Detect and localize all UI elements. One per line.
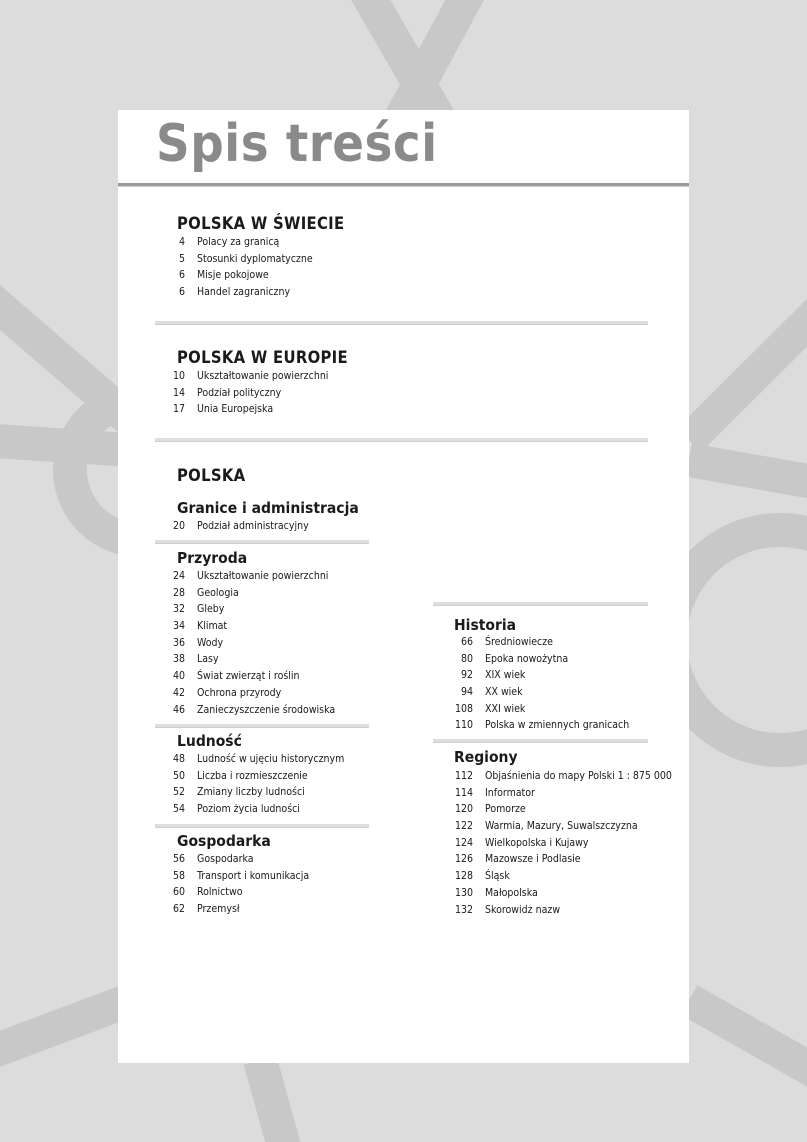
toc-entry[interactable] xyxy=(431,701,629,718)
toc-list-population xyxy=(155,751,344,818)
toc-entry[interactable] xyxy=(155,851,309,868)
toc-entry-label: Ochrona przyrody xyxy=(197,686,282,699)
toc-page-number: 128 xyxy=(454,870,473,883)
toc-entry-label: Zanieczyszczenie środowiska xyxy=(197,703,336,716)
toc-page-number: 132 xyxy=(454,903,473,916)
group-heading-regions: Regiony xyxy=(454,748,518,766)
toc-entry[interactable] xyxy=(431,785,672,802)
toc-entry[interactable] xyxy=(155,685,335,702)
toc-page-number: 52 xyxy=(172,786,185,799)
toc-entry[interactable] xyxy=(431,667,629,684)
toc-entry[interactable] xyxy=(431,651,629,668)
toc-page-number: 38 xyxy=(172,653,185,666)
toc-entry[interactable] xyxy=(155,585,335,602)
toc-page-number: 24 xyxy=(172,570,185,582)
toc-page-number: 20 xyxy=(172,520,185,532)
group-divider xyxy=(155,724,369,728)
toc-entry[interactable] xyxy=(155,751,344,768)
toc-entry-label: Polska w zmiennych granicach xyxy=(485,719,630,732)
toc-entry-label: Epoka nowożytna xyxy=(485,652,569,665)
toc-entry-label: Liczba i rozmieszczenie xyxy=(197,769,308,782)
toc-page-number: 60 xyxy=(172,886,185,899)
toc-entry[interactable] xyxy=(431,717,629,734)
toc-entry-label: Geologia xyxy=(197,586,239,599)
section-divider xyxy=(155,438,648,442)
toc-entry[interactable] xyxy=(155,784,344,801)
toc-page-number: 48 xyxy=(172,753,185,765)
toc-entry-label: Mazowsze i Podlasie xyxy=(485,853,581,866)
toc-page-number: 92 xyxy=(460,669,473,682)
toc-entry-label: Średniowiecze xyxy=(485,636,553,648)
toc-page-number: 32 xyxy=(172,603,185,616)
toc-entry[interactable] xyxy=(155,768,344,785)
toc-entry-label: Ukształtowanie powierzchni xyxy=(197,370,329,382)
toc-entry-label: Gospodarka xyxy=(197,853,254,865)
toc-entry[interactable] xyxy=(155,884,309,901)
toc-entry[interactable] xyxy=(431,902,672,919)
toc-entry[interactable] xyxy=(431,885,672,902)
title-divider xyxy=(118,183,689,186)
toc-entry[interactable] xyxy=(155,801,344,818)
toc-entry-label: Rolnictwo xyxy=(197,886,243,899)
toc-list-europe xyxy=(155,368,328,418)
toc-entry-label: Pomorze xyxy=(485,803,526,816)
toc-list-world xyxy=(155,234,313,301)
group-divider xyxy=(433,602,648,606)
toc-entry[interactable] xyxy=(431,768,672,785)
group-divider xyxy=(155,824,369,828)
section-heading-world: POLSKA W ŚWIECIE xyxy=(177,214,345,233)
toc-entry[interactable] xyxy=(155,385,328,402)
group-heading-history: Historia xyxy=(454,616,517,634)
toc-entry-label: Świat zwierząt i roślin xyxy=(197,670,300,683)
toc-entry-label: Transport i komunikacja xyxy=(197,869,310,882)
toc-page-number: 4 xyxy=(178,236,185,248)
toc-entry-label: XX wiek xyxy=(485,686,523,699)
toc-page-number: 10 xyxy=(172,370,185,382)
toc-page-number: 66 xyxy=(460,636,473,648)
toc-page-number: 58 xyxy=(172,869,185,882)
toc-page-number: 40 xyxy=(172,670,185,683)
toc-entry-label: Podział polityczny xyxy=(197,386,282,399)
section-heading-europe: POLSKA W EUROPIE xyxy=(177,348,348,367)
toc-entry-label: Przemysł xyxy=(197,903,240,916)
toc-page-number: 122 xyxy=(454,820,473,833)
toc-page-number: 50 xyxy=(172,769,185,782)
toc-entry[interactable] xyxy=(431,818,672,835)
toc-entry-label: Małopolska xyxy=(485,886,538,899)
group-heading-nature: Przyroda xyxy=(177,549,248,567)
toc-entry[interactable] xyxy=(155,702,335,719)
toc-entry-label: Wielkopolska i Kujawy xyxy=(485,836,589,849)
toc-page-number: 114 xyxy=(454,786,473,799)
toc-page-number: 94 xyxy=(460,686,473,699)
toc-entry[interactable] xyxy=(155,601,335,618)
toc-page-number: 42 xyxy=(172,686,185,699)
toc-entry[interactable] xyxy=(431,851,672,868)
toc-entry[interactable] xyxy=(155,401,328,418)
toc-list-economy xyxy=(155,851,309,918)
toc-list-regions xyxy=(431,768,672,918)
section-heading-poland: POLSKA xyxy=(177,466,246,485)
toc-list-borders xyxy=(155,518,309,535)
toc-entry-label: XIX wiek xyxy=(485,669,526,682)
toc-entry-label: Skorowidz nazw xyxy=(485,903,561,916)
toc-page-number: 124 xyxy=(454,836,473,849)
toc-entry[interactable] xyxy=(155,518,309,535)
toc-entry-label: Wody xyxy=(197,636,224,649)
toc-entry[interactable] xyxy=(155,901,309,918)
toc-entry-label: Lasy xyxy=(197,653,219,666)
toc-page-number: 28 xyxy=(172,586,185,599)
toc-entry-label: Ludność w ujęciu historycznym xyxy=(197,753,345,765)
toc-entry-label: Informator xyxy=(485,786,535,799)
group-heading-borders: Granice i administracja xyxy=(177,499,359,517)
toc-entry-label: Misje pokojowe xyxy=(197,269,269,282)
toc-list-nature xyxy=(155,568,335,718)
toc-page-number: 36 xyxy=(172,636,185,649)
toc-entry-label: Gleby xyxy=(197,603,225,616)
toc-page-number: 54 xyxy=(172,803,185,816)
toc-entry-label: Poziom życia ludności xyxy=(197,803,300,816)
toc-entry-label: Podział administracyjny xyxy=(197,520,309,532)
toc-entry-label: Klimat xyxy=(197,620,228,633)
toc-entry[interactable] xyxy=(431,835,672,852)
toc-entry[interactable] xyxy=(431,684,629,701)
toc-entry-label: Stosunki dyplomatyczne xyxy=(197,252,313,265)
toc-entry[interactable] xyxy=(155,251,313,268)
toc-page-number: 80 xyxy=(460,652,473,665)
toc-entry[interactable] xyxy=(155,651,335,668)
toc-page-number: 108 xyxy=(454,702,473,715)
group-divider xyxy=(433,739,648,743)
toc-page xyxy=(118,110,689,1063)
page-title: Spis treści xyxy=(156,114,438,174)
toc-entry-label: Polacy za granicą xyxy=(197,236,280,248)
toc-entry[interactable] xyxy=(431,801,672,818)
toc-page-number: 110 xyxy=(454,719,473,732)
toc-entry[interactable] xyxy=(431,634,629,651)
toc-entry-label: Handel zagraniczny xyxy=(197,286,291,299)
toc-page-number: 6 xyxy=(178,269,185,282)
toc-entry[interactable] xyxy=(431,868,672,885)
group-divider xyxy=(155,540,369,544)
toc-entry[interactable] xyxy=(155,635,335,652)
toc-entry-label: Śląsk xyxy=(485,870,510,883)
toc-entry-label: Zmiany liczby ludności xyxy=(197,786,305,799)
group-heading-economy: Gospodarka xyxy=(177,832,271,850)
toc-page-number: 126 xyxy=(454,853,473,866)
toc-page-number: 34 xyxy=(172,620,185,633)
toc-entry[interactable] xyxy=(155,618,335,635)
toc-entry-label: Unia Europejska xyxy=(197,403,274,416)
toc-page-number: 120 xyxy=(454,803,473,816)
toc-page-number: 130 xyxy=(454,886,473,899)
group-heading-population: Ludność xyxy=(177,732,242,750)
toc-entry[interactable] xyxy=(155,568,335,585)
toc-entry[interactable] xyxy=(155,368,328,385)
toc-page-number: 56 xyxy=(172,853,185,865)
toc-entry-label: Objaśnienia do mapy Polski 1 : 875 000 xyxy=(485,770,672,782)
toc-entry-label: XXI wiek xyxy=(485,702,526,715)
toc-entry[interactable] xyxy=(155,668,335,685)
toc-page-number: 62 xyxy=(172,903,185,916)
toc-page-number: 17 xyxy=(172,403,185,416)
toc-entry[interactable] xyxy=(155,234,313,251)
toc-entry[interactable] xyxy=(155,868,309,885)
toc-page-number: 14 xyxy=(172,386,185,399)
toc-entry-label: Warmia, Mazury, Suwalszczyzna xyxy=(485,820,638,833)
toc-entry-label: Ukształtowanie powierzchni xyxy=(197,570,329,582)
toc-page-number: 46 xyxy=(172,703,185,716)
toc-page-number: 112 xyxy=(454,770,473,782)
toc-page-number: 6 xyxy=(178,286,185,299)
toc-page-number: 5 xyxy=(178,252,185,265)
toc-list-history xyxy=(431,634,629,734)
toc-entry[interactable] xyxy=(155,267,313,284)
section-divider xyxy=(155,321,648,325)
toc-entry[interactable] xyxy=(155,284,313,301)
